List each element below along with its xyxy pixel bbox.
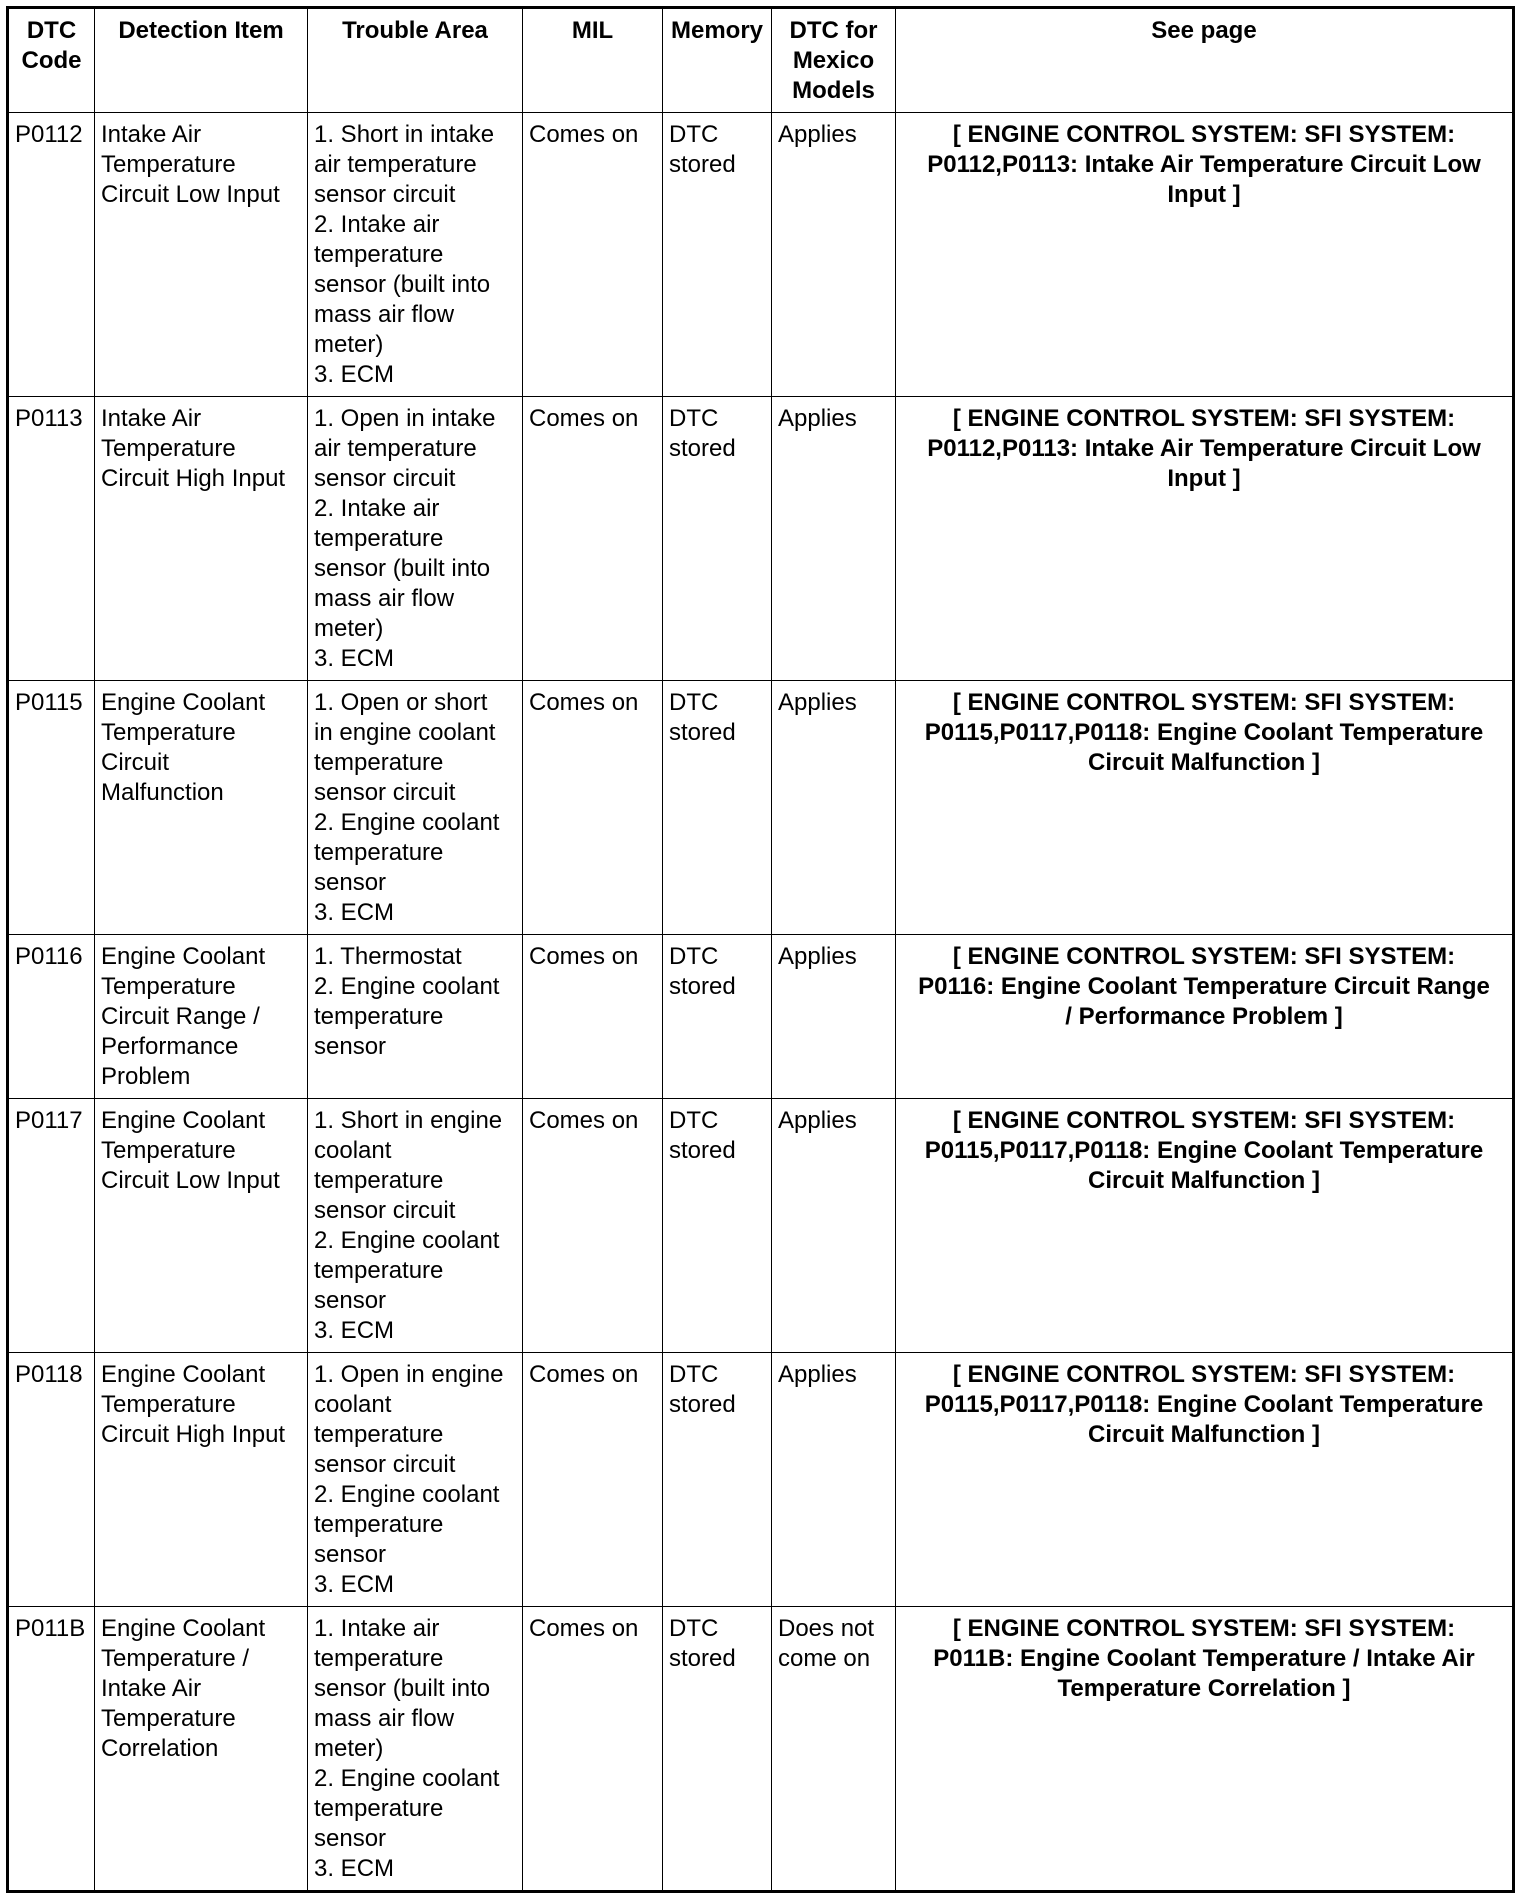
header-row: [8, 8, 1514, 113]
see-page-link[interactable]: [ ENGINE CONTROL SYSTEM: SFI SYSTEM: P0112,P0113: Intake Air Temperature Circuit Low Input ]: [896, 397, 1514, 681]
mexico-cell: Applies: [772, 113, 896, 397]
table-row: [8, 1099, 1514, 1353]
see-page-link[interactable]: [ ENGINE CONTROL SYSTEM: SFI SYSTEM: P0112,P0113: Intake Air Temperature Circuit Low Input ]: [896, 113, 1514, 397]
trouble-area-cell: 1. Short in engine coolant temperature sensor circuit 2. Engine coolant temperature sensor 3. ECM: [308, 1099, 523, 1353]
see-page-link[interactable]: [ ENGINE CONTROL SYSTEM: SFI SYSTEM: P011B: Engine Coolant Temperature / Intake Air Temperature Correlation ]: [896, 1607, 1514, 1892]
table-row: [8, 113, 1514, 397]
table-row: [8, 935, 1514, 1099]
trouble-area-cell: 1. Open or short in engine coolant temperature sensor circuit 2. Engine coolant temperature sensor 3. ECM: [308, 681, 523, 935]
mexico-cell: Applies: [772, 397, 896, 681]
see-page-link[interactable]: [ ENGINE CONTROL SYSTEM: SFI SYSTEM: P0116: Engine Coolant Temperature Circuit Range / Performance Problem ]: [896, 935, 1514, 1099]
see-page-link[interactable]: [ ENGINE CONTROL SYSTEM: SFI SYSTEM: P0115,P0117,P0118: Engine Coolant Temperature Circuit Malfunction ]: [896, 1099, 1514, 1353]
mil-cell: Comes on: [523, 113, 663, 397]
header-trouble-area: Trouble Area: [308, 8, 523, 113]
dtc-code-cell: P0116: [8, 935, 95, 1099]
mil-cell: Comes on: [523, 935, 663, 1099]
memory-cell: DTC stored: [663, 397, 772, 681]
table-row: [8, 681, 1514, 935]
detection-item-cell: Engine Coolant Temperature Circuit Range / Performance Problem: [95, 935, 308, 1099]
trouble-area-cell: 1. Open in engine coolant temperature sensor circuit 2. Engine coolant temperature sensor 3. ECM: [308, 1353, 523, 1607]
memory-cell: DTC stored: [663, 113, 772, 397]
memory-cell: DTC stored: [663, 1353, 772, 1607]
dtc-code-cell: P0117: [8, 1099, 95, 1353]
table-row: [8, 1607, 1514, 1892]
memory-cell: DTC stored: [663, 681, 772, 935]
table-row: [8, 1353, 1514, 1607]
mexico-cell: Applies: [772, 935, 896, 1099]
dtc-code-cell: P0112: [8, 113, 95, 397]
table-row: [8, 397, 1514, 681]
dtc-table: [6, 6, 1515, 1893]
see-page-link[interactable]: [ ENGINE CONTROL SYSTEM: SFI SYSTEM: P0115,P0117,P0118: Engine Coolant Temperature Circuit Malfunction ]: [896, 1353, 1514, 1607]
detection-item-cell: Engine Coolant Temperature Circuit Malfunction: [95, 681, 308, 935]
detection-item-cell: Intake Air Temperature Circuit High Input: [95, 397, 308, 681]
mexico-cell: Applies: [772, 1353, 896, 1607]
trouble-area-cell: 1. Intake air temperature sensor (built into mass air flow meter) 2. Engine coolant temperature sensor 3. ECM: [308, 1607, 523, 1892]
mexico-cell: Does not come on: [772, 1607, 896, 1892]
mil-cell: Comes on: [523, 1353, 663, 1607]
header-detection-item: Detection Item: [95, 8, 308, 113]
mil-cell: Comes on: [523, 397, 663, 681]
dtc-code-cell: P0115: [8, 681, 95, 935]
header-dtc-code: DTC Code: [8, 8, 95, 113]
detection-item-cell: Intake Air Temperature Circuit Low Input: [95, 113, 308, 397]
dtc-code-cell: P0118: [8, 1353, 95, 1607]
trouble-area-cell: 1. Short in intake air temperature sensor circuit 2. Intake air temperature sensor (built into mass air flow meter) 3. ECM: [308, 113, 523, 397]
memory-cell: DTC stored: [663, 1099, 772, 1353]
mil-cell: Comes on: [523, 1607, 663, 1892]
mexico-cell: Applies: [772, 681, 896, 935]
header-memory: Memory: [663, 8, 772, 113]
header-dtc-mexico: DTC for Mexico Models: [772, 8, 896, 113]
mil-cell: Comes on: [523, 1099, 663, 1353]
header-mil: MIL: [523, 8, 663, 113]
detection-item-cell: Engine Coolant Temperature / Intake Air Temperature Correlation: [95, 1607, 308, 1892]
detection-item-cell: Engine Coolant Temperature Circuit High Input: [95, 1353, 308, 1607]
header-see-page: See page: [896, 8, 1514, 113]
detection-item-cell: Engine Coolant Temperature Circuit Low Input: [95, 1099, 308, 1353]
mil-cell: Comes on: [523, 681, 663, 935]
mexico-cell: Applies: [772, 1099, 896, 1353]
memory-cell: DTC stored: [663, 1607, 772, 1892]
trouble-area-cell: 1. Open in intake air temperature sensor circuit 2. Intake air temperature sensor (built into mass air flow meter) 3. ECM: [308, 397, 523, 681]
dtc-code-cell: P011B: [8, 1607, 95, 1892]
see-page-link[interactable]: [ ENGINE CONTROL SYSTEM: SFI SYSTEM: P0115,P0117,P0118: Engine Coolant Temperature Circuit Malfunction ]: [896, 681, 1514, 935]
dtc-code-cell: P0113: [8, 397, 95, 681]
trouble-area-cell: 1. Thermostat 2. Engine coolant temperature sensor: [308, 935, 523, 1099]
memory-cell: DTC stored: [663, 935, 772, 1099]
